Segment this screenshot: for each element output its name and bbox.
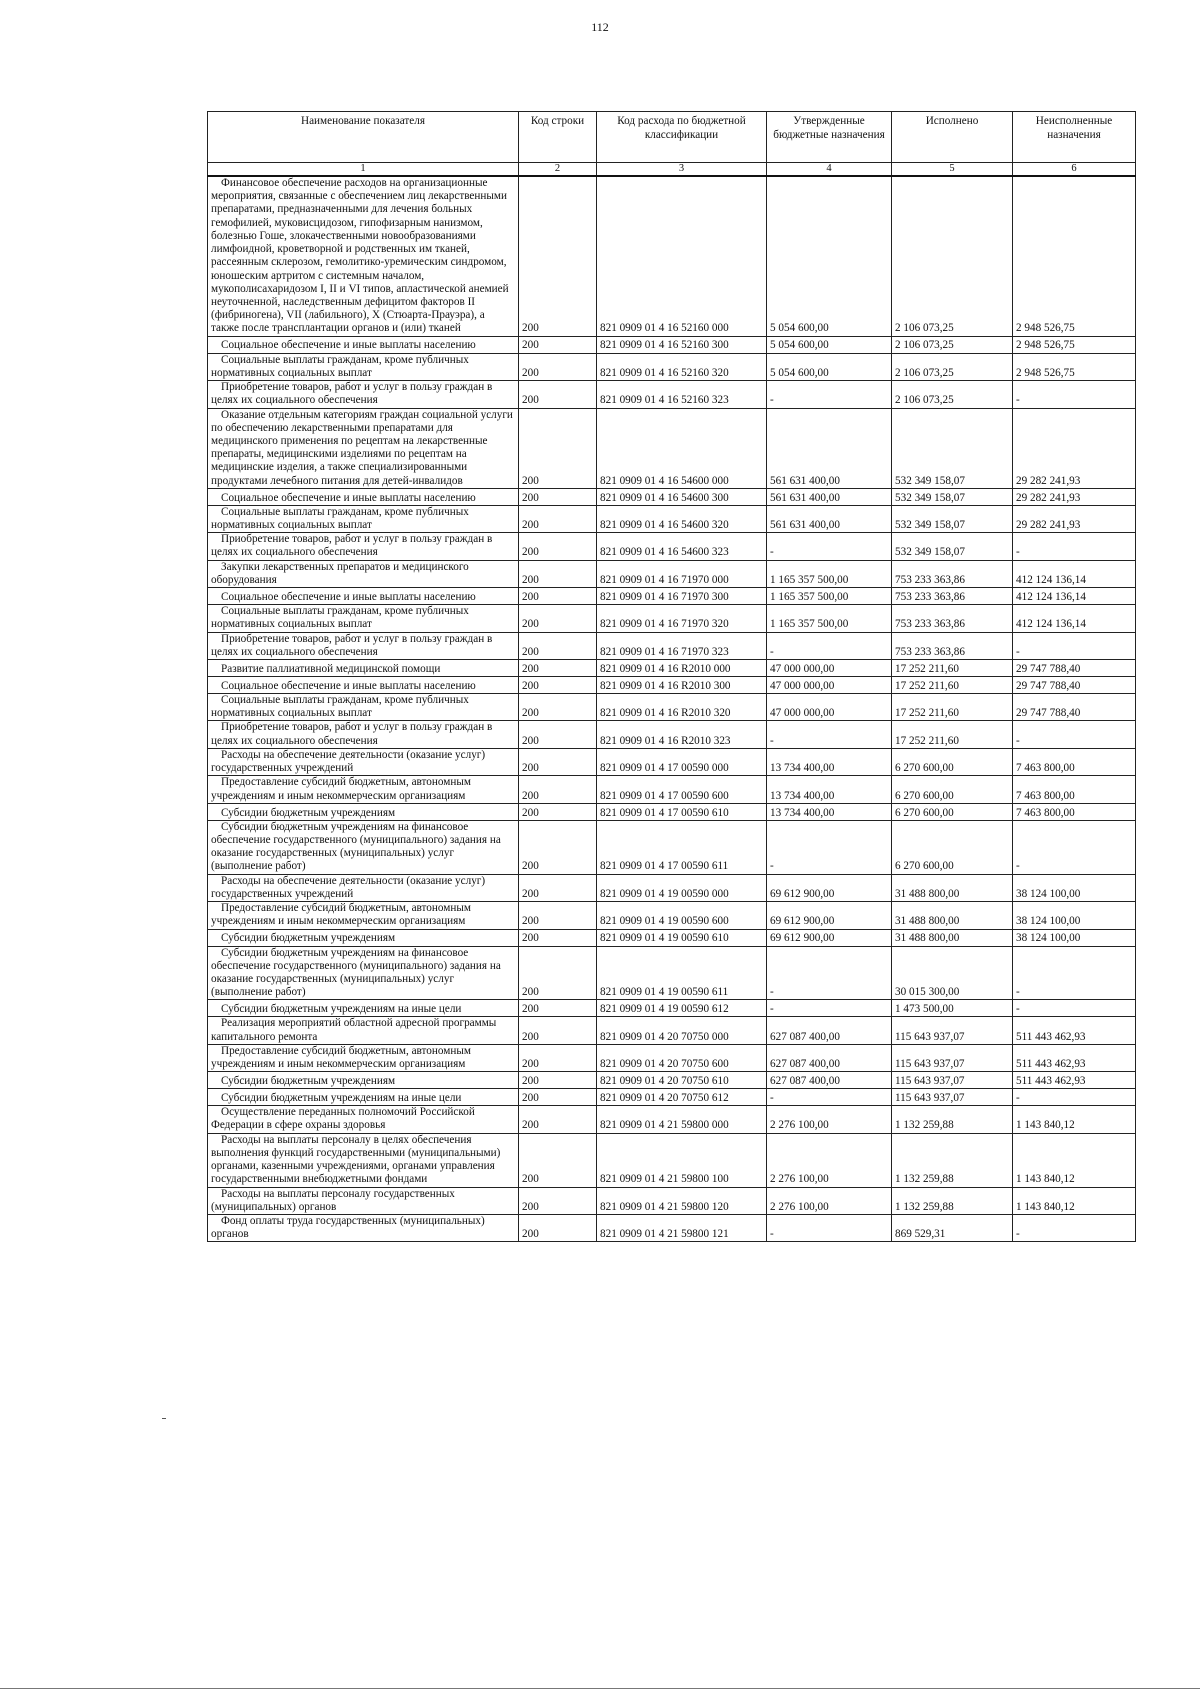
cell-expense-code: 821 0909 01 4 19 00590 000 [597, 874, 767, 901]
cell-expense-code: 821 0909 01 4 16 71970 300 [597, 588, 767, 605]
cell-approved: 69 612 900,00 [767, 874, 892, 901]
cell-approved: - [767, 632, 892, 659]
cell-approved: 2 276 100,00 [767, 1133, 892, 1187]
cell-executed: 6 270 600,00 [892, 803, 1013, 820]
cell-executed: 753 233 363,86 [892, 632, 1013, 659]
cell-unexecuted: - [1013, 632, 1136, 659]
header-row [208, 112, 1136, 163]
cell-indicator-name: Расходы на выплаты персоналу государственных (муниципальных) органов [208, 1187, 519, 1214]
cell-approved: 1 165 357 500,00 [767, 605, 892, 632]
cell-indicator-name: Финансовое обеспечение расходов на организационные мероприятия, связанные с обеспечением лиц лекарственными препаратами, предназначенными для лечения больных гемофилией, муковисцидозом, гипофизарным нанизмом, болезнью Гоше, злокачественными новообразованиями лимфоидной, кроветворной и родственных им тканей, рассеянным склерозом, гемолитико-уремическим синдромом, юношеским артритом с системным началом, мукополисахаридозом I, II и VI типов, апластической анемией неуточненной, наследственным дефицитом факторов II (фибриногена), VII (лабильного), X (Стюарта-Прауэра), а также после трансплантации органов и (или) тканей [208, 176, 519, 336]
cell-line-code: 200 [519, 776, 597, 803]
cell-executed: 869 529,31 [892, 1215, 1013, 1242]
cell-executed: 6 270 600,00 [892, 820, 1013, 874]
cell-expense-code: 821 0909 01 4 16 R2010 000 [597, 660, 767, 677]
table-row [208, 776, 1136, 803]
cell-executed: 753 233 363,86 [892, 560, 1013, 587]
cell-executed: 2 106 073,25 [892, 381, 1013, 408]
cell-line-code: 200 [519, 336, 597, 353]
cell-indicator-name: Расходы на обеспечение деятельности (оказание услуг) государственных учреждений [208, 748, 519, 775]
cell-expense-code: 821 0909 01 4 16 54600 300 [597, 488, 767, 505]
cell-unexecuted: 29 282 241,93 [1013, 505, 1136, 532]
cell-line-code: 200 [519, 353, 597, 380]
cell-approved: 5 054 600,00 [767, 176, 892, 336]
cell-executed: 753 233 363,86 [892, 605, 1013, 632]
cell-unexecuted: 7 463 800,00 [1013, 776, 1136, 803]
cell-unexecuted: 511 443 462,93 [1013, 1044, 1136, 1071]
table-body [208, 176, 1136, 1242]
cell-expense-code: 821 0909 01 4 16 52160 320 [597, 353, 767, 380]
table-row [208, 408, 1136, 488]
table-row [208, 336, 1136, 353]
cell-indicator-name: Приобретение товаров, работ и услуг в пользу граждан в целях их социального обеспечения [208, 632, 519, 659]
cell-expense-code: 821 0909 01 4 20 70750 610 [597, 1072, 767, 1089]
cell-approved: - [767, 1215, 892, 1242]
cell-approved: 13 734 400,00 [767, 748, 892, 775]
cell-expense-code: 821 0909 01 4 19 00590 610 [597, 929, 767, 946]
cell-indicator-name: Социальные выплаты гражданам, кроме публичных нормативных социальных выплат [208, 353, 519, 380]
cell-line-code: 200 [519, 1000, 597, 1017]
cell-unexecuted: 511 443 462,93 [1013, 1072, 1136, 1089]
cell-line-code: 200 [519, 533, 597, 560]
cell-line-code: 200 [519, 632, 597, 659]
table-row [208, 929, 1136, 946]
cell-expense-code: 821 0909 01 4 16 54600 000 [597, 408, 767, 488]
cell-expense-code: 821 0909 01 4 17 00590 000 [597, 748, 767, 775]
cell-unexecuted: 511 443 462,93 [1013, 1017, 1136, 1044]
table-row [208, 605, 1136, 632]
cell-expense-code: 821 0909 01 4 19 00590 600 [597, 902, 767, 929]
cell-executed: 17 252 211,60 [892, 677, 1013, 694]
cell-line-code: 200 [519, 929, 597, 946]
cell-expense-code: 821 0909 01 4 16 71970 320 [597, 605, 767, 632]
cell-expense-code: 821 0909 01 4 17 00590 600 [597, 776, 767, 803]
cell-executed: 2 106 073,25 [892, 353, 1013, 380]
cell-unexecuted: 7 463 800,00 [1013, 803, 1136, 820]
cell-executed: 2 106 073,25 [892, 176, 1013, 336]
cell-indicator-name: Социальное обеспечение и иные выплаты населению [208, 488, 519, 505]
cell-unexecuted: 412 124 136,14 [1013, 605, 1136, 632]
cell-indicator-name: Субсидии бюджетным учреждениям [208, 803, 519, 820]
cell-indicator-name: Социальное обеспечение и иные выплаты населению [208, 677, 519, 694]
table-row [208, 533, 1136, 560]
cell-indicator-name: Приобретение товаров, работ и услуг в пользу граждан в целях их социального обеспечения [208, 721, 519, 748]
cell-indicator-name: Субсидии бюджетным учреждениям [208, 1072, 519, 1089]
cell-unexecuted: 29 747 788,40 [1013, 694, 1136, 721]
cell-line-code: 200 [519, 1072, 597, 1089]
cell-approved: 627 087 400,00 [767, 1017, 892, 1044]
cell-executed: 115 643 937,07 [892, 1072, 1013, 1089]
cell-unexecuted: 1 143 840,12 [1013, 1187, 1136, 1214]
cell-line-code: 200 [519, 660, 597, 677]
table-row [208, 1133, 1136, 1187]
cell-unexecuted: 412 124 136,14 [1013, 560, 1136, 587]
cell-approved: 1 165 357 500,00 [767, 560, 892, 587]
table-row [208, 721, 1136, 748]
cell-unexecuted: 2 948 526,75 [1013, 336, 1136, 353]
cell-indicator-name: Закупки лекарственных препаратов и медицинского оборудования [208, 560, 519, 587]
cell-line-code: 200 [519, 803, 597, 820]
cell-unexecuted: - [1013, 1215, 1136, 1242]
cell-indicator-name: Социальное обеспечение и иные выплаты населению [208, 336, 519, 353]
cell-executed: 532 349 158,07 [892, 505, 1013, 532]
cell-line-code: 200 [519, 677, 597, 694]
cell-expense-code: 821 0909 01 4 16 71970 323 [597, 632, 767, 659]
table-row [208, 353, 1136, 380]
cell-unexecuted: 1 143 840,12 [1013, 1133, 1136, 1187]
cell-indicator-name: Субсидии бюджетным учреждениям на иные цели [208, 1089, 519, 1106]
cell-expense-code: 821 0909 01 4 21 59800 120 [597, 1187, 767, 1214]
cell-executed: 1 473 500,00 [892, 1000, 1013, 1017]
cell-executed: 115 643 937,07 [892, 1089, 1013, 1106]
cell-executed: 115 643 937,07 [892, 1017, 1013, 1044]
table-row [208, 946, 1136, 1000]
cell-unexecuted: 2 948 526,75 [1013, 353, 1136, 380]
cell-executed: 115 643 937,07 [892, 1044, 1013, 1071]
bottom-rule [0, 1688, 1200, 1689]
cell-unexecuted: - [1013, 1089, 1136, 1106]
table-row [208, 560, 1136, 587]
cell-expense-code: 821 0909 01 4 17 00590 610 [597, 803, 767, 820]
cell-executed: 2 106 073,25 [892, 336, 1013, 353]
cell-unexecuted: - [1013, 381, 1136, 408]
table-row [208, 748, 1136, 775]
cell-executed: 753 233 363,86 [892, 588, 1013, 605]
cell-unexecuted: 38 124 100,00 [1013, 929, 1136, 946]
cell-expense-code: 821 0909 01 4 20 70750 600 [597, 1044, 767, 1071]
cell-unexecuted: - [1013, 721, 1136, 748]
cell-approved: 561 631 400,00 [767, 488, 892, 505]
cell-expense-code: 821 0909 01 4 21 59800 000 [597, 1106, 767, 1133]
cell-executed: 30 015 300,00 [892, 946, 1013, 1000]
cell-line-code: 200 [519, 946, 597, 1000]
cell-indicator-name: Оказание отдельным категориям граждан социальной услуги по обеспечению лекарственными препаратами для медицинского применения по рецептам на лекарственные препараты, медицинскими изделиями по рецептам на медицинские изделия, а также специализированными продуктами лечебного питания для детей-инвалидов [208, 408, 519, 488]
table-row [208, 1215, 1136, 1242]
table-row [208, 1106, 1136, 1133]
page-number: 112 [591, 20, 609, 34]
cell-expense-code: 821 0909 01 4 16 54600 320 [597, 505, 767, 532]
table-row [208, 694, 1136, 721]
cell-indicator-name: Расходы на обеспечение деятельности (оказание услуг) государственных учреждений [208, 874, 519, 901]
cell-approved: 2 276 100,00 [767, 1187, 892, 1214]
cell-expense-code: 821 0909 01 4 21 59800 121 [597, 1215, 767, 1242]
cell-line-code: 200 [519, 1133, 597, 1187]
cell-unexecuted: - [1013, 533, 1136, 560]
cell-expense-code: 821 0909 01 4 16 R2010 320 [597, 694, 767, 721]
cell-expense-code: 821 0909 01 4 20 70750 612 [597, 1089, 767, 1106]
cell-expense-code: 821 0909 01 4 19 00590 612 [597, 1000, 767, 1017]
cell-approved: 5 054 600,00 [767, 353, 892, 380]
cell-line-code: 200 [519, 1044, 597, 1071]
cell-indicator-name: Предоставление субсидий бюджетным, автономным учреждениям и иным некоммерческим организациям [208, 902, 519, 929]
cell-approved: - [767, 381, 892, 408]
cell-approved: 627 087 400,00 [767, 1044, 892, 1071]
cell-executed: 532 349 158,07 [892, 408, 1013, 488]
cell-line-code: 200 [519, 1215, 597, 1242]
cell-executed: 532 349 158,07 [892, 488, 1013, 505]
cell-line-code: 200 [519, 1017, 597, 1044]
cell-indicator-name: Развитие паллиативной медицинской помощи [208, 660, 519, 677]
cell-executed: 1 132 259,88 [892, 1106, 1013, 1133]
cell-indicator-name: Социальные выплаты гражданам, кроме публичных нормативных социальных выплат [208, 605, 519, 632]
cell-approved: 561 631 400,00 [767, 408, 892, 488]
cell-executed: 17 252 211,60 [892, 660, 1013, 677]
cell-approved: 13 734 400,00 [767, 803, 892, 820]
cell-line-code: 200 [519, 1187, 597, 1214]
cell-indicator-name: Социальное обеспечение и иные выплаты населению [208, 588, 519, 605]
cell-line-code: 200 [519, 560, 597, 587]
cell-indicator-name: Субсидии бюджетным учреждениям на финансовое обеспечение государственного (муниципального) задания на оказание государственных (муниципальных) услуг (выполнение работ) [208, 820, 519, 874]
cell-indicator-name: Расходы на выплаты персоналу в целях обеспечения выполнения функций государственными (муниципальными) органами, казенными учреждениями, органами управления государственными внебюджетными фондами [208, 1133, 519, 1187]
header-approved: Утвержденные бюджетные назначения [767, 112, 892, 163]
cell-executed: 17 252 211,60 [892, 694, 1013, 721]
cell-indicator-name: Субсидии бюджетным учреждениям на иные цели [208, 1000, 519, 1017]
cell-line-code: 200 [519, 902, 597, 929]
cell-executed: 6 270 600,00 [892, 748, 1013, 775]
cell-line-code: 200 [519, 381, 597, 408]
cell-line-code: 200 [519, 748, 597, 775]
cell-approved: - [767, 820, 892, 874]
cell-approved: 1 165 357 500,00 [767, 588, 892, 605]
table-row [208, 803, 1136, 820]
cell-approved: 627 087 400,00 [767, 1072, 892, 1089]
cell-unexecuted: 38 124 100,00 [1013, 874, 1136, 901]
cell-line-code: 200 [519, 488, 597, 505]
cell-executed: 31 488 800,00 [892, 874, 1013, 901]
cell-line-code: 200 [519, 505, 597, 532]
budget-execution-table [207, 111, 1136, 1242]
header-executed: Исполнено [892, 112, 1013, 163]
cell-line-code: 200 [519, 694, 597, 721]
cell-unexecuted: 29 282 241,93 [1013, 488, 1136, 505]
cell-approved: - [767, 533, 892, 560]
cell-approved: 69 612 900,00 [767, 929, 892, 946]
cell-indicator-name: Предоставление субсидий бюджетным, автономным учреждениям и иным некоммерческим организациям [208, 776, 519, 803]
cell-approved: - [767, 1000, 892, 1017]
cell-line-code: 200 [519, 588, 597, 605]
column-number: 1 [208, 163, 519, 177]
cell-expense-code: 821 0909 01 4 16 R2010 323 [597, 721, 767, 748]
cell-executed: 532 349 158,07 [892, 533, 1013, 560]
cell-unexecuted: 7 463 800,00 [1013, 748, 1136, 775]
cell-expense-code: 821 0909 01 4 21 59800 100 [597, 1133, 767, 1187]
cell-line-code: 200 [519, 408, 597, 488]
table-row [208, 902, 1136, 929]
cell-indicator-name: Фонд оплаты труда государственных (муниципальных) органов [208, 1215, 519, 1242]
cell-approved: - [767, 721, 892, 748]
cell-indicator-name: Реализация мероприятий областной адресной программы капитального ремонта [208, 1017, 519, 1044]
cell-line-code: 200 [519, 605, 597, 632]
cell-indicator-name: Социальные выплаты гражданам, кроме публичных нормативных социальных выплат [208, 505, 519, 532]
column-number: 3 [597, 163, 767, 177]
cell-approved: 47 000 000,00 [767, 677, 892, 694]
header-expense-code: Код расхода по бюджетной классификации [597, 112, 767, 163]
cell-approved: 5 054 600,00 [767, 336, 892, 353]
header-unexecuted: Неисполненные назначения [1013, 112, 1136, 163]
cell-approved: 47 000 000,00 [767, 660, 892, 677]
cell-indicator-name: Социальные выплаты гражданам, кроме публичных нормативных социальных выплат [208, 694, 519, 721]
cell-indicator-name: Приобретение товаров, работ и услуг в пользу граждан в целях их социального обеспечения [208, 381, 519, 408]
cell-expense-code: 821 0909 01 4 20 70750 000 [597, 1017, 767, 1044]
cell-line-code: 200 [519, 820, 597, 874]
column-number: 4 [767, 163, 892, 177]
cell-unexecuted: 38 124 100,00 [1013, 902, 1136, 929]
cell-expense-code: 821 0909 01 4 16 71970 000 [597, 560, 767, 587]
cell-approved: 69 612 900,00 [767, 902, 892, 929]
cell-unexecuted: - [1013, 1000, 1136, 1017]
table-row [208, 488, 1136, 505]
cell-unexecuted: 29 747 788,40 [1013, 660, 1136, 677]
cell-unexecuted: 29 282 241,93 [1013, 408, 1136, 488]
cell-executed: 1 132 259,88 [892, 1187, 1013, 1214]
table-row [208, 1044, 1136, 1071]
column-number: 2 [519, 163, 597, 177]
table-row [208, 820, 1136, 874]
header-indicator-name: Наименование показателя [208, 112, 519, 163]
cell-unexecuted: - [1013, 946, 1136, 1000]
cell-expense-code: 821 0909 01 4 16 52160 323 [597, 381, 767, 408]
column-number: 5 [892, 163, 1013, 177]
column-number: 6 [1013, 163, 1136, 177]
cell-indicator-name: Субсидии бюджетным учреждениям [208, 929, 519, 946]
cell-executed: 1 132 259,88 [892, 1133, 1013, 1187]
table-row [208, 632, 1136, 659]
column-number-row [208, 163, 1136, 177]
table-row [208, 381, 1136, 408]
cell-executed: 17 252 211,60 [892, 721, 1013, 748]
cell-unexecuted: - [1013, 820, 1136, 874]
table-row [208, 1072, 1136, 1089]
cell-line-code: 200 [519, 1089, 597, 1106]
table-row [208, 677, 1136, 694]
cell-expense-code: 821 0909 01 4 16 54600 323 [597, 533, 767, 560]
cell-unexecuted: 29 747 788,40 [1013, 677, 1136, 694]
cell-indicator-name: Субсидии бюджетным учреждениям на финансовое обеспечение государственного (муниципального) задания на оказание государственных (муниципальных) услуг (выполнение работ) [208, 946, 519, 1000]
cell-executed: 31 488 800,00 [892, 902, 1013, 929]
cell-line-code: 200 [519, 176, 597, 336]
table-row [208, 176, 1136, 336]
cell-line-code: 200 [519, 1106, 597, 1133]
cell-unexecuted: 2 948 526,75 [1013, 176, 1136, 336]
cell-unexecuted: 412 124 136,14 [1013, 588, 1136, 605]
cell-approved: - [767, 1089, 892, 1106]
cell-expense-code: 821 0909 01 4 16 52160 300 [597, 336, 767, 353]
cell-expense-code: 821 0909 01 4 19 00590 611 [597, 946, 767, 1000]
cell-unexecuted: 1 143 840,12 [1013, 1106, 1136, 1133]
cell-executed: 31 488 800,00 [892, 929, 1013, 946]
margin-mark [162, 1418, 166, 1419]
table-row [208, 660, 1136, 677]
cell-executed: 6 270 600,00 [892, 776, 1013, 803]
cell-expense-code: 821 0909 01 4 16 52160 000 [597, 176, 767, 336]
cell-line-code: 200 [519, 721, 597, 748]
table-row [208, 588, 1136, 605]
cell-approved: 2 276 100,00 [767, 1106, 892, 1133]
table-row [208, 505, 1136, 532]
cell-indicator-name: Осуществление переданных полномочий Российской Федерации в сфере охраны здоровья [208, 1106, 519, 1133]
cell-indicator-name: Приобретение товаров, работ и услуг в пользу граждан в целях их социального обеспечения [208, 533, 519, 560]
cell-approved: 13 734 400,00 [767, 776, 892, 803]
cell-approved: 47 000 000,00 [767, 694, 892, 721]
table-row [208, 1187, 1136, 1214]
cell-expense-code: 821 0909 01 4 16 R2010 300 [597, 677, 767, 694]
table-row [208, 874, 1136, 901]
cell-approved: 561 631 400,00 [767, 505, 892, 532]
cell-line-code: 200 [519, 874, 597, 901]
table-row [208, 1017, 1136, 1044]
cell-approved: - [767, 946, 892, 1000]
table-row [208, 1000, 1136, 1017]
header-line-code: Код строки [519, 112, 597, 163]
table-row [208, 1089, 1136, 1106]
cell-expense-code: 821 0909 01 4 17 00590 611 [597, 820, 767, 874]
cell-indicator-name: Предоставление субсидий бюджетным, автономным учреждениям и иным некоммерческим организациям [208, 1044, 519, 1071]
